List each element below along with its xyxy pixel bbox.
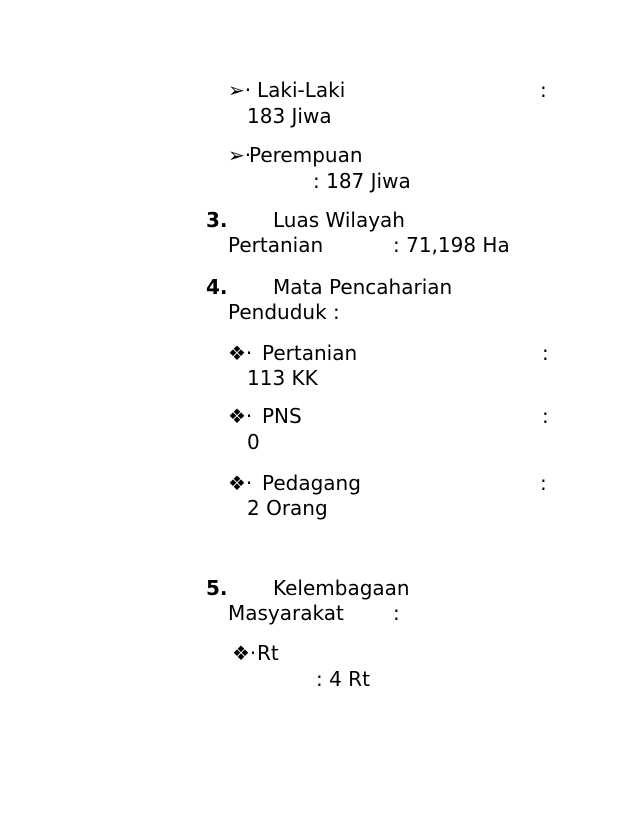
list-item-colon: : — [540, 471, 547, 495]
bullet-diamond-icon: ❖· — [232, 641, 257, 665]
list-item-value: 2 Orang — [247, 496, 328, 520]
list-item-colon: : — [542, 341, 549, 365]
section-3-value: : 71,198 Ha — [393, 233, 510, 257]
section-5-title-line2: Masyarakat — [228, 601, 344, 625]
section-5-title: Kelembagaan — [273, 576, 410, 600]
bullet-diamond-icon: ❖· — [228, 404, 253, 428]
bullet-arrow-icon: ➢· — [228, 143, 252, 167]
section-3-number: 3. — [206, 208, 228, 232]
bullet-diamond-icon: ❖· — [228, 341, 253, 365]
list-item-label: Pertanian — [262, 341, 358, 365]
bullet-arrow-icon: ➢· — [228, 78, 252, 102]
female-label: Perempuan — [249, 143, 363, 167]
list-item-value: : 4 Rt — [316, 667, 370, 691]
list-item-label: Rt — [257, 641, 279, 665]
section-4-number: 4. — [206, 275, 228, 299]
list-item-label: PNS — [262, 404, 302, 428]
bullet-diamond-icon: ❖· — [228, 471, 253, 495]
section-3-title: Luas Wilayah — [273, 208, 405, 232]
section-3-title-line2: Pertanian — [228, 233, 324, 257]
section-4-title: Mata Pencaharian — [273, 275, 453, 299]
section-4-title-line2: Penduduk : — [228, 300, 340, 324]
male-colon: : — [540, 78, 547, 102]
list-item-value: 0 — [247, 430, 260, 454]
list-item-colon: : — [542, 404, 549, 428]
list-item-value: 113 KK — [247, 366, 318, 390]
section-5-number: 5. — [206, 576, 228, 600]
male-value: 183 Jiwa — [247, 104, 332, 128]
female-value: : 187 Jiwa — [313, 169, 411, 193]
male-label: Laki-Laki — [257, 78, 346, 102]
list-item-label: Pedagang — [262, 471, 361, 495]
section-5-colon: : — [393, 601, 400, 625]
